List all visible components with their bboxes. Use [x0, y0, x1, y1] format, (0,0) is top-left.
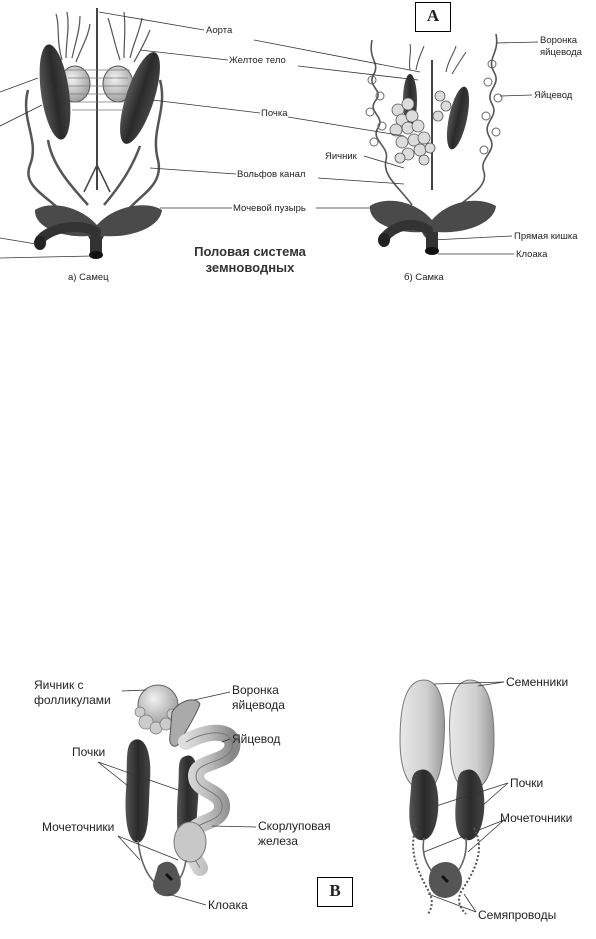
label-b-shell-gland-line2: железа: [258, 834, 298, 848]
panel-a-badge: A: [415, 2, 451, 32]
label-rectum: Прямая кишка: [514, 231, 578, 242]
label-fat-body: Желтое тело: [229, 55, 286, 66]
label-aorta: Аорта: [206, 25, 233, 36]
label-b-shell-gland-line1: Скорлуповая: [258, 819, 331, 833]
label-cloaca: Клоака: [516, 249, 548, 260]
label-b-ovary-line2: фолликулами: [34, 693, 111, 707]
label-b-vas-deferens: Семяпроводы: [478, 908, 557, 922]
label-b-testes: Семенники: [506, 675, 569, 689]
figure-caption: [180, 244, 320, 276]
label-oviduct: Яйцевод: [534, 90, 573, 101]
label-b-funnel-line1: Воронка: [232, 683, 279, 697]
label-b-ureters: Мочеточники: [42, 820, 115, 834]
female-bird-illustration: [126, 685, 233, 896]
label-funnel-line2: яйцевода: [540, 47, 582, 58]
male-amphibian-illustration: [0, 8, 168, 259]
label-bladder: Мочевой пузырь: [233, 203, 306, 214]
caption-line1: Половая система: [194, 244, 306, 259]
label-b-oviduct: Яйцевод: [232, 732, 281, 746]
label-b-male-kidneys: Почки: [510, 776, 544, 790]
label-ovary: Яичник: [325, 151, 357, 162]
panel-b-badge: B: [317, 877, 353, 907]
caption-line2: земноводных: [205, 260, 295, 275]
male-caption: а) Самец: [68, 272, 109, 283]
label-b-male-ureters: Мочеточники: [500, 811, 573, 825]
label-b-ovary-line1: Яичник с: [34, 678, 84, 692]
label-kidney: Почка: [261, 108, 288, 119]
label-b-kidneys: Почки: [72, 745, 106, 759]
label-b-cloaca: Клоака: [208, 898, 248, 912]
female-caption: б) Самка: [404, 272, 444, 283]
female-amphibian-illustration: [366, 34, 502, 255]
label-wolff-duct: Вольфов канал: [237, 169, 306, 180]
male-bird-illustration: [400, 680, 494, 914]
label-funnel-line1: Воронка: [540, 35, 578, 46]
label-b-funnel-line2: яйцевода: [232, 698, 285, 712]
